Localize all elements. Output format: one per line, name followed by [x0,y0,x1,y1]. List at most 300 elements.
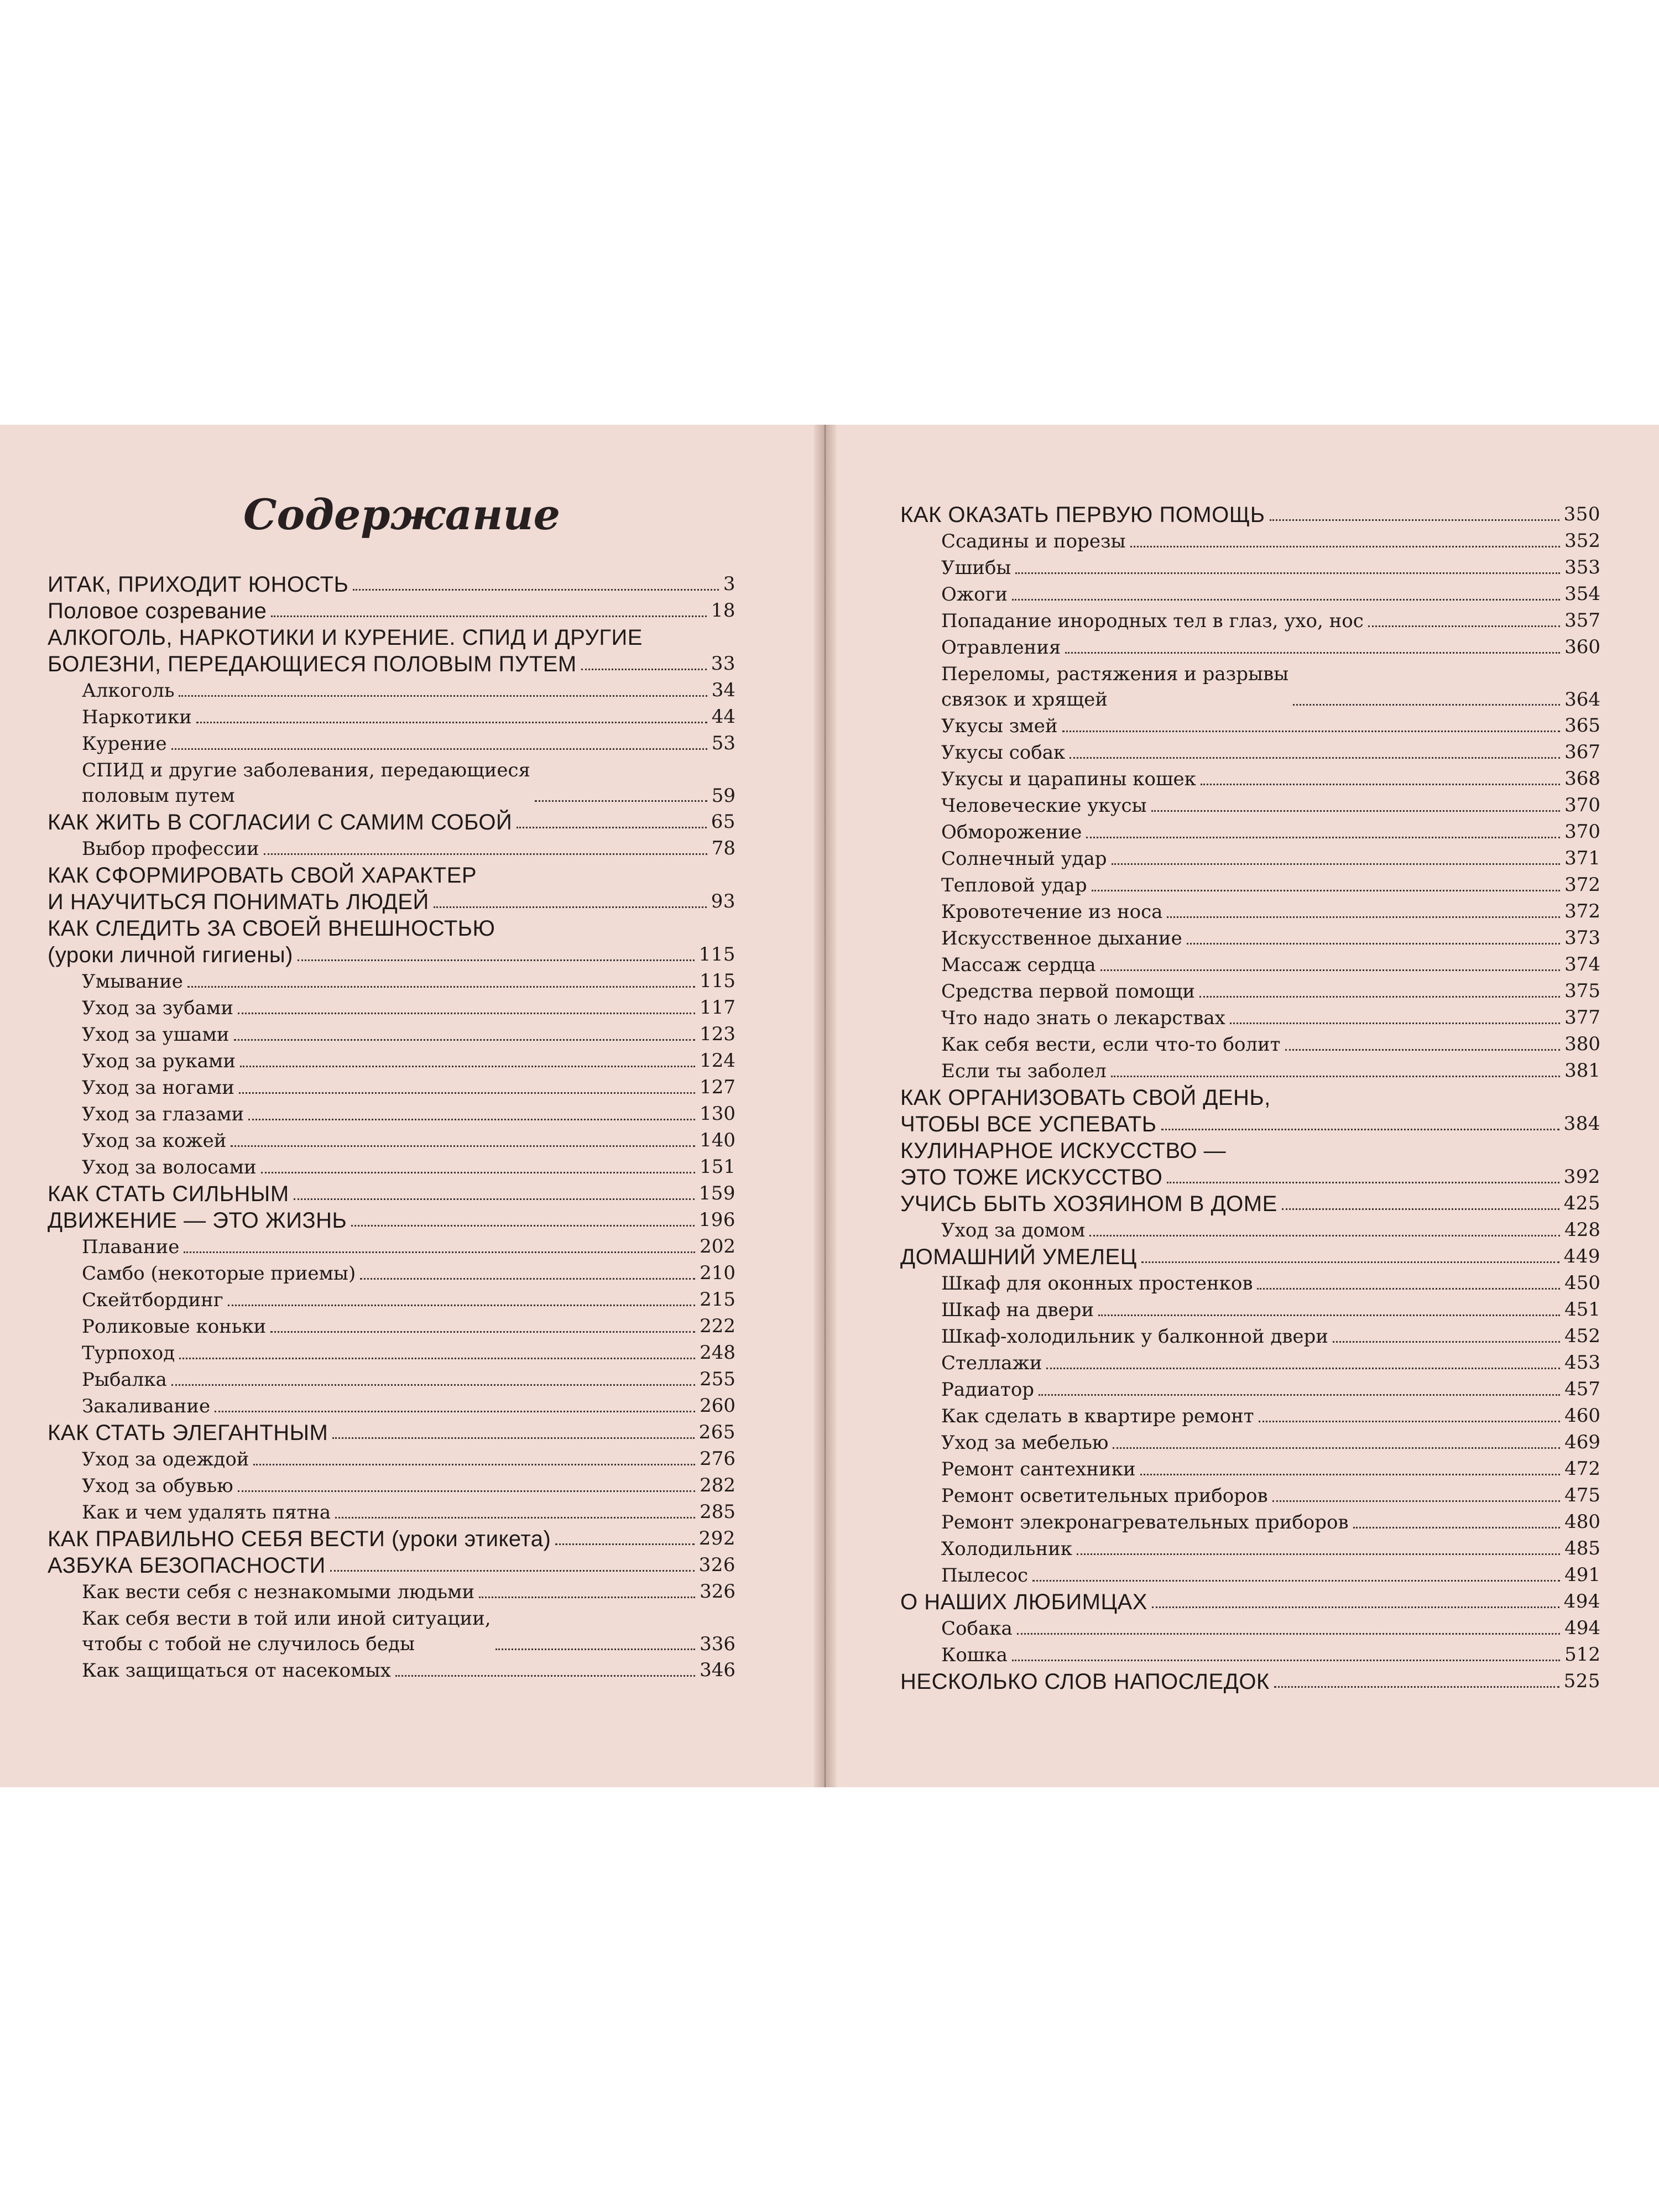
dot-leader [1098,1314,1560,1316]
toc-entry-label: Выбор профессии [82,838,259,860]
toc-entry [900,528,1600,554]
toc-entry-label: Ожоги [941,583,1008,606]
toc-entry [900,581,1600,607]
dot-leader [215,1411,695,1412]
toc-page-number: 34 [711,679,735,701]
toc-entry [900,1429,1600,1455]
toc-entry-label: Ушибы [941,557,1011,579]
toc-entry-label: КАК ЖИТЬ В СОГЛАСИИ С САМИМ СОБОЙ [48,810,513,834]
dot-leader [1151,810,1561,812]
toc-entry-label: Шкаф для оконных простенков [941,1272,1253,1295]
toc-entry [48,941,735,968]
toc-entry [900,1402,1600,1429]
toc-entry-label: Стеллажи [941,1352,1042,1374]
toc-entry [900,739,1600,765]
toc-entry [900,1376,1600,1402]
toc-entry [48,1446,735,1472]
toc-entry [900,1296,1600,1323]
dot-leader [179,695,707,697]
toc-entry-label: Закаливание [82,1395,211,1417]
toc-entry-label: Уход за обувью [82,1475,233,1497]
toc-entry-label: Умывание [82,971,183,993]
toc-entry [900,607,1600,634]
toc-page-number: 159 [698,1182,735,1204]
dot-leader [495,1648,696,1650]
toc-page-number: 384 [1563,1113,1600,1135]
dot-leader [1032,1580,1560,1582]
toc-page-number: 255 [700,1368,735,1390]
toc-page-number: 59 [711,785,735,807]
toc-entry-label: (уроки личной гигиены) [48,943,293,967]
toc-entry [48,888,735,915]
toc-entry-label: Искусственное дыхание [941,927,1182,950]
toc-page-number: 428 [1564,1219,1600,1241]
toc-entry [48,597,735,624]
toc-entry-label: О НАШИХ ЛЮБИМЦАХ [900,1590,1147,1614]
toc-page-number: 357 [1564,609,1600,632]
toc-page-number: 276 [700,1448,735,1470]
toc-entry [900,1057,1600,1084]
toc-page-number: 354 [1564,583,1600,605]
toc-page-number: 140 [700,1129,735,1151]
toc-page-number: 372 [1564,874,1600,896]
toc-entry-label: Как себя вести, если что-то болит [941,1034,1281,1056]
dot-leader [1230,1022,1560,1024]
toc-entry [900,925,1600,951]
toc-page-number: 480 [1564,1511,1600,1533]
dot-leader [1272,1500,1561,1502]
toc-entry-label: ЧТОБЫ ВСЕ УСПЕВАТЬ [900,1112,1157,1136]
toc-entry-label: Уход за домом [941,1219,1086,1241]
toc-entry-label: Курение [82,733,167,755]
toc-entry [900,1668,1600,1694]
toc-entry-label: Попадание инородных тел в глаз, ухо, нос [941,610,1364,632]
toc-entry-label: Обморожение [941,821,1082,843]
toc-entry-label: Ремонт элекронагревательных приборов [941,1511,1349,1533]
toc-page-number: 115 [700,970,735,992]
toc-page-number: 350 [1563,503,1600,525]
toc-entry [900,792,1600,818]
dot-leader [1167,916,1560,918]
dot-leader [171,748,707,750]
toc-entry-label: КАК ОКАЗАТЬ ПЕРВУЮ ПОМОЩЬ [900,503,1265,527]
toc-page-number: 33 [711,653,735,675]
toc-entry [900,1482,1600,1509]
toc-entry-label: Радиатор [941,1379,1035,1401]
toc-page-number: 372 [1564,900,1600,922]
dot-leader [271,615,706,617]
dot-leader [1130,546,1561,547]
toc-entry-label: Уход за волосами [82,1156,257,1178]
toc-page-number: 210 [700,1262,735,1284]
toc-entry-label: Как сделать в квартире ремонт [941,1405,1254,1427]
toc-entry [48,808,735,835]
dot-leader [1017,1633,1560,1635]
toc-entry [48,1154,735,1180]
toc-list-left [48,571,735,1683]
toc-page-number: 457 [1564,1378,1600,1400]
dot-leader [1353,1527,1560,1528]
toc-entry [48,1657,735,1683]
toc-entry [48,862,735,888]
toc-entry [900,1270,1600,1296]
toc-entry [900,1588,1600,1615]
toc-entry [48,677,735,703]
toc-entry-label: Средства первой помощи [941,980,1195,1003]
toc-page-number: 494 [1564,1617,1600,1639]
toc-page-number: 44 [711,706,735,728]
toc-page-number: 451 [1564,1298,1600,1321]
toc-page-number: 215 [700,1288,735,1311]
toc-entry-label: Уход за руками [82,1050,236,1072]
dot-leader [294,1198,695,1200]
toc-entry [48,1074,735,1100]
toc-entry-label: Уход за кожей [82,1130,227,1152]
toc-entry [900,1217,1600,1243]
dot-leader [1201,784,1560,785]
toc-entry [48,1392,735,1419]
toc-entry-label: ДОМАШНИЙ УМЕЛЕЦ [900,1245,1137,1269]
toc-entry [900,845,1600,872]
toc-entry-label: Собака [941,1618,1013,1640]
toc-entry-label: Укусы собак [941,742,1066,764]
dot-leader [535,800,707,802]
toc-entry-label: Уход за ушами [82,1024,229,1046]
toc-entry-label: Пылесос [941,1564,1028,1587]
toc-entry [48,1021,735,1047]
toc-page-number: 370 [1564,821,1600,843]
toc-entry [48,1127,735,1154]
toc-entry-label: Ремонт сантехники [941,1458,1136,1480]
dot-leader [1086,837,1560,838]
toc-entry-label: Самбо (некоторые приемы) [82,1262,356,1285]
dot-leader [1012,599,1560,601]
toc-page-number: 449 [1563,1245,1600,1267]
toc-entry [900,1190,1600,1217]
dot-leader [1039,1394,1560,1396]
dot-leader [1270,519,1559,521]
toc-page-number: 353 [1564,556,1600,578]
toc-entry [900,660,1600,712]
toc-entry [48,650,735,677]
toc-page-number: 381 [1564,1060,1600,1082]
dot-leader [171,1384,695,1386]
dot-leader [238,1013,695,1014]
toc-page-number: 512 [1564,1644,1600,1666]
dot-leader [239,1092,695,1094]
toc-page-number: 368 [1564,768,1600,790]
dot-leader [238,1490,695,1492]
toc-list-right [900,501,1600,1694]
toc-page-number: 65 [711,811,735,833]
left-page [0,425,814,1787]
toc-entry-label: КАК СЛЕДИТЬ ЗА СВОЕЙ ВНЕШНОСТЬЮ [48,916,495,941]
toc-page-number: 18 [711,599,735,622]
toc-entry [48,1552,735,1578]
dot-leader [1257,1288,1560,1290]
toc-page-number: 115 [698,943,735,966]
dot-leader [234,1039,696,1041]
dot-leader [395,1675,695,1677]
dot-leader [187,986,695,988]
toc-entry-label: Рыбалка [82,1369,167,1391]
dot-leader [179,1358,695,1359]
toc-entry [900,978,1600,1004]
toc-entry [900,951,1600,978]
toc-entry [48,1605,735,1657]
toc-page-number: 374 [1564,953,1600,975]
toc-entry-label: Шкаф-холодильник у балконной двери [941,1326,1328,1348]
dot-leader [261,1172,695,1173]
dot-leader [330,1570,695,1572]
toc-page-number: 360 [1564,636,1600,658]
toc-entry [48,703,735,730]
toc-page-number: 93 [711,890,735,912]
dot-leader [360,1278,695,1280]
toc-page-number: 123 [700,1023,735,1045]
toc-page-number: 130 [700,1103,735,1125]
toc-page-number: 485 [1564,1537,1600,1559]
dot-leader [1111,1076,1560,1077]
toc-page-number: 392 [1563,1166,1600,1188]
dot-leader [1140,1474,1561,1475]
toc-entry [900,1641,1600,1668]
toc-entry-label: Турпоход [82,1342,175,1364]
toc-page-number: 282 [700,1474,735,1496]
toc-entry [48,1100,735,1127]
dot-leader [1092,890,1561,891]
dot-leader [434,906,707,908]
book-spread [0,425,1659,1787]
toc-entry [900,1455,1600,1482]
toc-page-number: 525 [1563,1670,1600,1692]
toc-entry-label: АЛКОГОЛЬ, НАРКОТИКИ И КУРЕНИЕ. СПИД И ДРУГИЕ [48,625,643,650]
toc-entry-label: Холодильник [941,1538,1073,1560]
toc-entry [900,1084,1600,1110]
dot-leader [1070,757,1560,759]
toc-entry [48,730,735,757]
dot-leader [1274,1686,1559,1688]
dot-leader [228,1305,695,1306]
toc-entry-label: Что надо знать о лекарствах [941,1007,1225,1029]
dot-leader [1285,1049,1561,1051]
toc-entry [900,501,1600,528]
toc-entry-label: КУЛИНАРНОЕ ИСКУССТВО — [900,1139,1227,1163]
dot-leader [1065,652,1560,654]
dot-leader [1293,704,1560,706]
toc-page-number: 460 [1564,1405,1600,1427]
dot-leader [1161,1129,1559,1130]
toc-page-number: 450 [1564,1272,1600,1294]
toc-entry [48,757,735,808]
dot-leader [253,1464,695,1465]
dot-leader [264,853,707,855]
toc-page-number: 285 [700,1501,735,1523]
toc-entry [48,1233,735,1260]
dot-leader [581,669,707,670]
toc-entry [900,1535,1600,1562]
toc-page-number: 53 [711,732,735,754]
toc-page-number: 364 [1564,688,1600,711]
toc-page-number: 3 [723,573,735,595]
toc-page-number: 117 [700,997,735,1019]
dot-leader [1012,1660,1560,1661]
toc-entry [900,1243,1600,1270]
toc-page-number: 326 [698,1554,735,1576]
toc-page-number: 127 [700,1076,735,1098]
toc-entry [900,818,1600,845]
toc-entry-label: Уход за ногами [82,1077,234,1099]
dot-leader [555,1543,694,1545]
dot-leader [1167,1182,1559,1183]
toc-entry [900,1349,1600,1376]
toc-page-number: 202 [700,1235,735,1258]
toc-entry-label: КАК СТАТЬ ЭЛЕГАНТНЫМ [48,1421,328,1445]
toc-page-number: 469 [1564,1431,1600,1453]
dot-leader [1187,943,1560,945]
toc-entry [900,1137,1600,1164]
toc-page-number: 472 [1564,1458,1600,1480]
dot-leader [1113,1447,1560,1449]
dot-leader [1046,1368,1560,1369]
toc-entry [900,898,1600,925]
toc-entry [48,571,735,597]
toc-entry-label: Уход за глазами [82,1103,244,1125]
toc-entry [48,1286,735,1313]
toc-entry [900,554,1600,581]
toc-page-number: 367 [1564,741,1600,763]
toc-entry [48,1419,735,1446]
toc-page-number: 491 [1564,1564,1600,1586]
dot-leader [1112,863,1561,865]
toc-page-number: 352 [1564,530,1600,552]
dot-leader [1141,1261,1559,1263]
toc-entry-label: АЗБУКА БЕЗОПАСНОСТИ [48,1553,326,1578]
toc-page-number: 373 [1564,927,1600,949]
toc-entry [900,1164,1600,1190]
toc-entry-label: Если ты заболел [941,1060,1107,1082]
toc-page-number: 425 [1563,1192,1600,1214]
dot-leader [298,959,695,961]
toc-page-number: 375 [1564,980,1600,1002]
toc-entry [48,1472,735,1499]
dot-leader [1368,625,1560,627]
toc-page-number: 326 [700,1580,735,1603]
dot-leader [1089,1235,1560,1237]
toc-entry [48,1313,735,1339]
toc-entry-label: ДВИЖЕНИЕ — ЭТО ЖИЗНЬ [48,1208,347,1233]
dot-leader [351,1225,694,1227]
toc-page-number: 365 [1564,714,1600,737]
dot-leader [479,1597,695,1598]
toc-page-number: 370 [1564,794,1600,816]
toc-entry [900,872,1600,898]
toc-entry [48,835,735,862]
dot-leader [248,1119,695,1120]
toc-entry-label: Кошка [941,1644,1008,1666]
toc-entry-label: Наркотики [82,706,192,728]
toc-entry-label: И НАУЧИТЬСЯ ПОНИМАТЬ ЛЮДЕЙ [48,890,429,914]
toc-entry [900,712,1600,739]
toc-page-number: 475 [1564,1484,1600,1506]
toc-entry-label: Тепловой удар [941,874,1087,896]
toc-entry-label: Переломы, растяжения и разрывы связок и хрящей [941,663,1289,711]
toc-entry-label: БОЛЕЗНИ, ПЕРЕДАЮЩИЕСЯ ПОЛОВЫМ ПУТЕМ [48,652,577,676]
toc-page-number: 346 [700,1659,735,1681]
toc-entry [900,1615,1600,1641]
toc-entry [48,1499,735,1525]
toc-entry [48,624,735,650]
dot-leader [332,1437,694,1439]
toc-entry [900,1323,1600,1349]
toc-page-number: 371 [1564,847,1600,869]
toc-page-number: 260 [700,1395,735,1417]
toc-page-number: 124 [700,1050,735,1072]
toc-entry-label: Шкаф на двери [941,1299,1094,1321]
toc-entry [48,968,735,994]
toc-entry-label: Массаж сердца [941,954,1096,976]
dot-leader [353,589,718,591]
toc-entry [48,1260,735,1286]
toc-entry-label: Кровотечение из носа [941,901,1163,923]
toc-page-number: 494 [1563,1590,1600,1613]
dot-leader [231,1145,695,1147]
dot-leader [1015,572,1560,574]
toc-entry-label: КАК ОРГАНИЗОВАТЬ СВОЙ ДЕНЬ, [900,1086,1271,1110]
dot-leader [1259,1421,1561,1422]
toc-entry [48,1047,735,1074]
toc-entry-label: Как и чем удалять пятна [82,1501,331,1524]
toc-entry [48,1339,735,1366]
toc-page-number: 78 [711,837,735,859]
dot-leader [196,722,707,723]
toc-entry [900,1562,1600,1588]
dot-leader [1199,996,1560,998]
toc-entry [900,1031,1600,1057]
dot-leader [240,1066,695,1067]
toc-entry [900,765,1600,792]
toc-page-number: 222 [700,1315,735,1337]
toc-page-number: 196 [698,1209,735,1231]
toc-entry-label: КАК СФОРМИРОВАТЬ СВОЙ ХАРАКТЕР [48,863,477,888]
toc-entry [48,1366,735,1392]
toc-entry-label: Как себя вести в той или иной ситуации, чтобы с тобой не случилось беды [82,1608,491,1655]
toc-entry [48,994,735,1021]
toc-entry [900,1004,1600,1031]
toc-entry [48,1578,735,1605]
toc-page-number: 292 [698,1527,735,1550]
toc-entry-label: УЧИСЬ БЫТЬ ХОЗЯИНОМ В ДОМЕ [900,1192,1277,1216]
dot-leader [1333,1341,1560,1343]
toc-entry [48,915,735,941]
toc-entry-label: Скейтбординг [82,1289,223,1311]
toc-entry-label: Уход за зубами [82,997,233,1019]
toc-entry-label: ЭТО ТОЖЕ ИСКУССТВО [900,1165,1163,1190]
toc-entry-label: Ссадины и порезы [941,530,1126,552]
toc-entry-label: Отравления [941,637,1061,659]
toc-entry [900,1110,1600,1137]
toc-entry-label: Плавание [82,1236,180,1258]
toc-entry-label: Как защищаться от насекомых [82,1660,391,1682]
toc-page-number: 377 [1564,1006,1600,1029]
toc-entry-label: Ремонт осветительных приборов [941,1485,1268,1507]
toc-entry-label: Половое созревание [48,599,267,623]
toc-entry-label: Алкоголь [82,680,175,702]
toc-entry-label: Человеческие укусы [941,795,1147,817]
toc-entry [48,1180,735,1207]
page-title: Содержание [243,490,561,539]
toc-entry [900,634,1600,660]
